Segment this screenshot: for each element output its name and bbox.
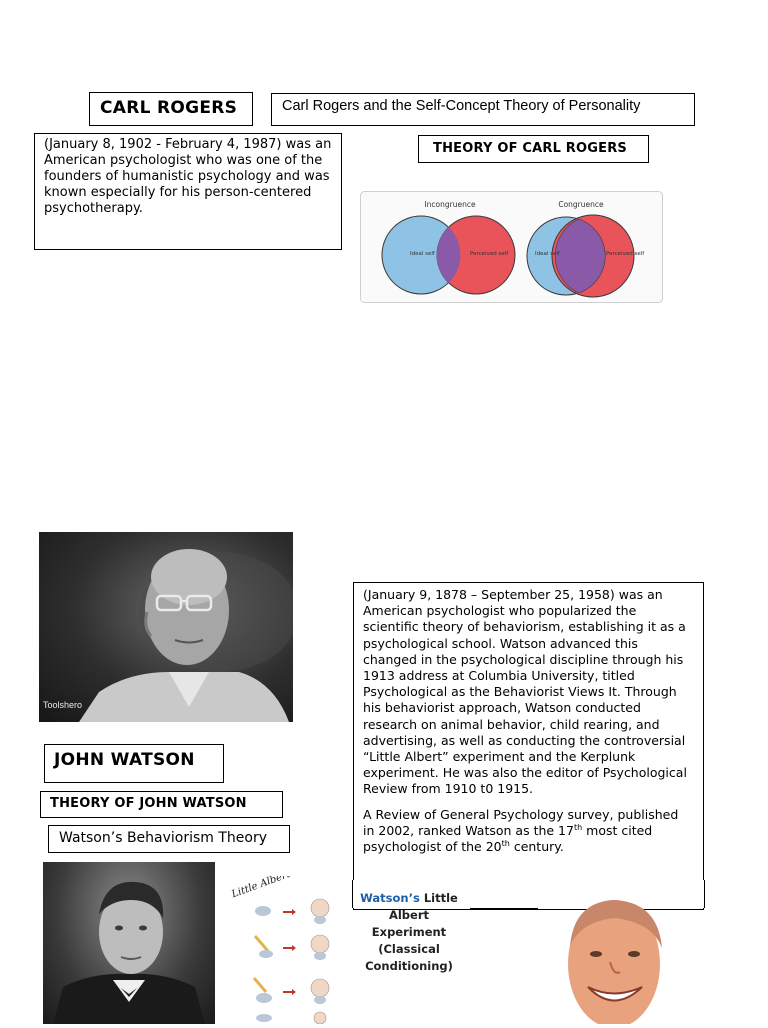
john-watson-heading: JOHN WATSON: [44, 744, 224, 783]
perceived-self-label-right: Perceived self: [606, 251, 645, 257]
rogers-bio: (January 8, 1902 - February 4, 1987) was an American psychologist who was one of the founders of humanistic psychology and was known especially for his person-centered psychotherapy.: [34, 133, 342, 250]
photo-credit: Toolshero: [43, 700, 83, 710]
carl-rogers-photo: [39, 532, 293, 722]
carl-rogers-heading: CARL ROGERS: [89, 92, 253, 126]
perceived-self-label-left: Perceived self: [470, 251, 509, 257]
divider: [470, 908, 538, 909]
little-albert-title: [350, 890, 468, 975]
incongruence-label: Incongruence: [424, 200, 476, 209]
rogers-subtitle: Carl Rogers and the Self-Concept Theory of Personality: [271, 93, 695, 126]
little-albert-title-rest: Little Albert Experiment (Classical Conditioning): [365, 891, 458, 973]
little-albert-diagram: [228, 876, 338, 1024]
smiling-man-photo: [560, 892, 670, 1024]
watson-subtitle: Watson’s Behaviorism Theory: [48, 825, 290, 853]
little-albert-title-accent: Watson’s: [360, 891, 420, 905]
watson-bio-paragraph-2: A Review of General Psychology survey, published in 2002, ranked Watson as the 17th most cited psychologist of the 20th century.: [363, 806, 679, 855]
watson-bio-paragraph-1: (January 9, 1878 – September 25, 1958) was an American psychologist who popularized the scientific theory of behaviorism, establishing it as a psychological school. Watson advanced this changed in the psychological discipline through his 1913 address at Columbia University, titled Psychological as the Behaviorist Views It. Through his behaviorist approach, Watson conducted research on animal behavior, child rearing, and advertising, as well as conducting the controversial “Little Albert” experiment and the Kerplunk experiment. He was also the editor of Psychological Review from 1910 t0 1915.: [363, 587, 687, 797]
congruence-venn-diagram: [360, 191, 663, 303]
rogers-theory-title: THEORY OF CARL ROGERS: [418, 135, 649, 163]
watson-theory-title: THEORY OF JOHN WATSON: [40, 791, 283, 818]
ideal-self-label-left: Ideal self: [410, 251, 435, 257]
john-watson-photo: [43, 862, 215, 1024]
congruence-label: Congruence: [558, 200, 604, 209]
watson-bio: [353, 582, 704, 910]
ideal-self-label-right: Ideal self: [535, 251, 560, 257]
little-albert-handwriting: Little Albert: [230, 876, 292, 901]
